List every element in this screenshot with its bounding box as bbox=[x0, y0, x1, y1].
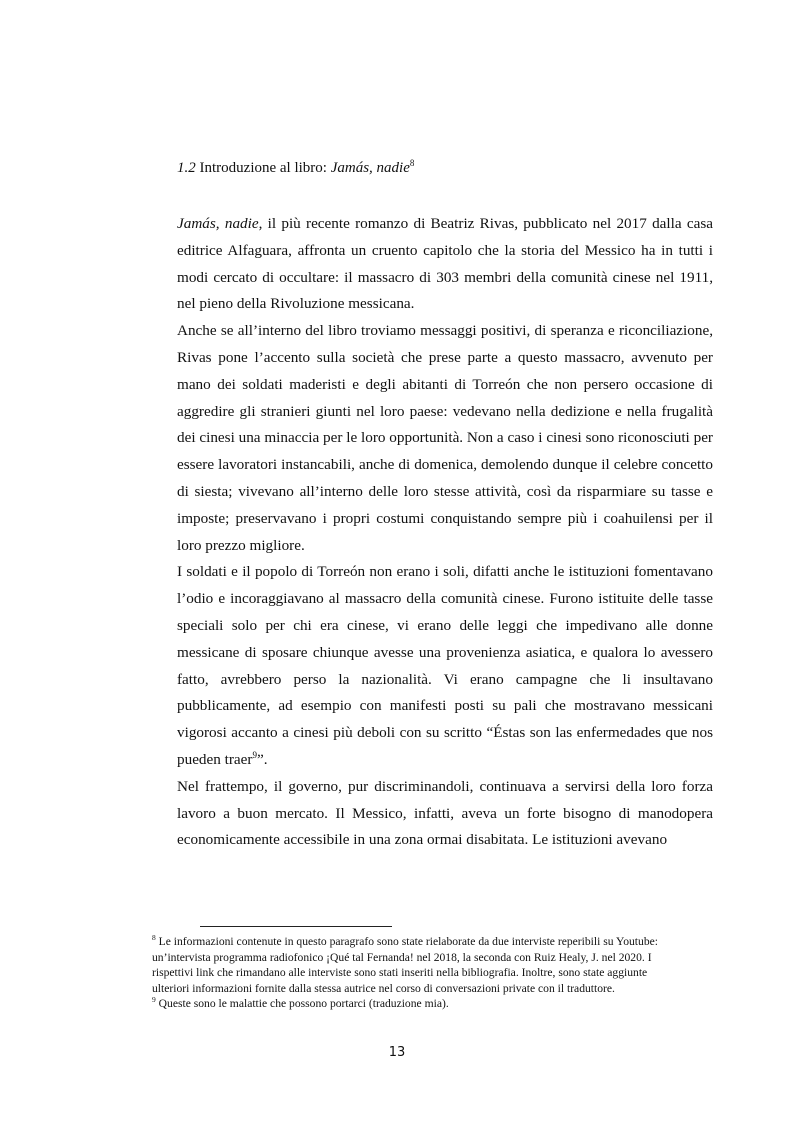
body-text bbox=[177, 211, 713, 854]
footnote-8-text: Le informazioni contenute in questo paragrafo sono state rielaborate da due interviste reperibili su Youtube: un’intervista programma radiofonico ¡Qué tal Fernanda! nel 2018, la seconda con Ruiz Healy, J. nel 2020. I rispettivi link che rimandano alle interviste sono stati inseriti nella bibliografia. Inoltre, sono state aggiunte ulteriori informazioni fornite dalla stessa autrice nel corso di conversazioni private con il traduttore. bbox=[152, 935, 658, 995]
paragraph-1 bbox=[177, 211, 713, 318]
footnote-9-text: Queste sono le malattie che possono portarci (traduzione mia). bbox=[155, 997, 449, 1011]
footnote-8 bbox=[152, 934, 672, 996]
paragraph-2 bbox=[177, 318, 713, 559]
paragraph-3 bbox=[177, 559, 713, 773]
section-number: 1.2 bbox=[177, 160, 196, 176]
section-heading-text: Introduzione al libro: bbox=[195, 160, 331, 176]
footnote-divider bbox=[200, 926, 392, 927]
footnote-9 bbox=[152, 996, 672, 1012]
section-book-title: Jamás, nadie bbox=[330, 160, 410, 176]
page-number: 13 bbox=[388, 1045, 406, 1060]
paragraph-1-text: , il più recente romanzo di Beatriz Rivas, pubblicato nel 2017 dalla casa editrice Alfaguara, affronta un cruento capitolo che la storia del Messico ha in tutti i modi cercato di occultare: il massacro di 303 membri della comunità cinese nel 1911, nel pieno della Rivoluzione messicana. bbox=[177, 215, 713, 313]
footnote-9-mark: 9 bbox=[152, 995, 156, 1005]
paragraph-4-text: Nel frattempo, il governo, pur discriminandoli, continuava a servirsi della loro forza lavoro a buon mercato. Il Messico, infatti, aveva un forte bisogno di manodopera economicamente accessibile in una zona ormai disabitata. Le istituzioni avevano bbox=[177, 777, 713, 849]
footnote-ref-8[interactable]: 8 bbox=[409, 158, 415, 168]
paragraph-1-lead-title: Jamás, nadie bbox=[177, 215, 259, 232]
paragraph-3-tail: ”. bbox=[256, 750, 268, 768]
paragraph-4 bbox=[177, 774, 713, 854]
section-heading bbox=[177, 157, 414, 179]
paragraph-2-text: Anche se all’interno del libro troviamo messaggi positivi, di speranza e riconciliazione, Rivas pone l’accento sulla società che prese parte a questo massacro, avvenuto per mano dei soldati maderisti e degli abitanti di Torreón che non persero occasione di aggredire gli stranieri giunti nel loro paese: vedevano nella dedizione e nella frugalità dei cinesi una minaccia per le loro opportunità. Non a caso i cinesi sono riconosciuti per essere lavoratori instancabili, anche di domenica, demolendo dunque il celebre concetto di siesta; vivevano all’interno delle loro stesse attività, così da risparmiare su tasse e imposte; preservavano i propri costumi conquistando sempre più i coahuilensi per il loro prezzo migliore. bbox=[177, 322, 713, 554]
footnote-8-mark: 8 bbox=[152, 933, 156, 943]
paragraph-3-text: I soldati e il popolo di Torreón non erano i soli, difatti anche le istituzioni fomentavano l’odio e incoraggiavano al massacro della comunità cinese. Furono istituite delle tasse speciali solo per chi era cinese, vi erano delle leggi che impedivano alle donne messicane di sposare chiunque avesse una provenienza asiatica, e qualora lo avessero fatto, avrebbero perso la nazionalità. Vi erano campagne che li insultavano pubblicamente, ad esempio con manifesti posti su pali che mostravano messicani vigorosi accanto a cinesi più deboli con su scritto “Éstas son las enfermedades que nos pueden traer bbox=[177, 563, 713, 768]
footnote-ref-9[interactable]: 9 bbox=[252, 749, 257, 760]
footnotes bbox=[152, 934, 672, 1012]
